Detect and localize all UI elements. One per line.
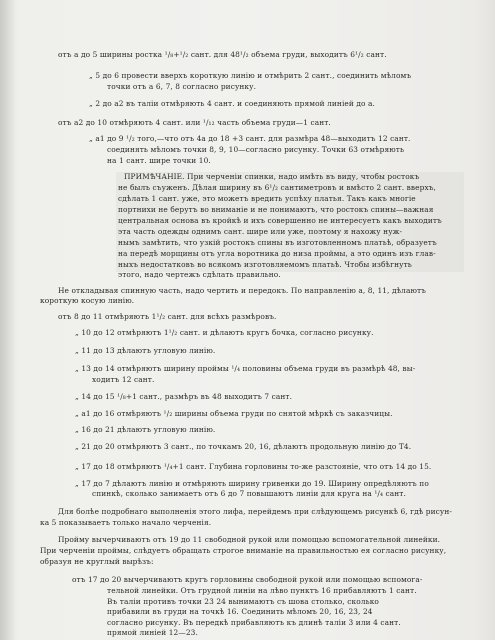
text-line: соединять мѣломъ точки 8, 9, 10—согласно рисунку. Точки 63 отмѣряють	[107, 145, 405, 154]
text-line: „ 16 до 21 дѣлаютъ угловую линію.	[75, 425, 216, 434]
note-line: ПРИМѢЧАНІЕ. При черченіи спинки, надо имѣть въ виду, чтобы ростокъ	[124, 172, 420, 181]
text-line: короткую косую линію.	[40, 296, 135, 305]
note-line: на передѣ морщины отъ угла воротника до низа проймы, а это одинъ изъ глав-	[118, 249, 436, 258]
note-line: ныхъ недостатковъ во всякомъ изготовляемомъ платьѣ. Чтобы избѣгнуть	[118, 260, 412, 269]
text-line: Пройму вычерчиваютъ отъ 19 до 11 свободной рукой или помощью вспомогательной линейки.	[58, 535, 441, 544]
text-line: отъ 17 до 20 вычерчиваютъ кругъ горловины свободной рукой или помощью вспомога-	[72, 575, 423, 584]
text-line: „ 13 до 14 отмѣряютъ ширину проймы ¹/₄ половины объема груди въ размѣрѣ 48, вы-	[75, 364, 416, 373]
text-line: „ а1 до 9 ¹/₂ того,—что отъ 4а до 18 +3 сант. для размѣра 48—выходитъ 12 сант.	[89, 134, 411, 143]
text-line: точки отъ а 6, 7, 8 согласно рисунку.	[107, 82, 257, 91]
text-line: „ 17 до 18 отмѣряютъ ¹/₄+1 сант. Глубина горловины то-же разстояніе, что отъ 14 до 15.	[75, 462, 432, 471]
text-line: ходитъ 12 сант.	[92, 375, 155, 384]
text-line: на 1 сант. шире точки 10.	[107, 156, 211, 165]
text-line: отъ 8 до 11 отмѣряютъ 1¹/₂ сант. для всѣхъ размѣровъ.	[58, 312, 277, 321]
text-line: „ 2 до а2 въ таліи отмѣряють 4 сант. и соединяють прямой линіей до а.	[89, 99, 375, 108]
note-line: нымъ замѣтить, что узкій ростокъ спины въ изготовленномъ платьѣ, образуетъ	[118, 238, 437, 247]
text-line: При черченіи проймы, слѣдуетъ обращать строгое вниманіе на правильностью ея согласно рисунку,	[40, 546, 447, 555]
text-line: „ 11 до 13 дѣлаютъ угловую линію.	[75, 346, 216, 355]
text-line: прибавили въ груди на точкѣ 16. Соединить мѣломъ 20, 16, 23, 24	[107, 607, 373, 616]
note-line: эта часть одежды однимъ сант. шире или уже, поэтому я нахожу нуж-	[118, 227, 403, 236]
note-line: не былъ съуженъ. Дѣлая ширину въ 6¹/₂ сантиметровъ и вмѣсто 2 сант. вверхъ,	[118, 183, 436, 192]
text-line: отъ а2 до 10 отмѣряють 4 сант. или ¹/₁₂ часть объема груди—1 сант.	[58, 118, 331, 127]
text-line: отъ а до 5 ширины ростка ¹/₈+¹/₂ сант. для 48¹/₂ объема груди, выходитъ 6¹/₂ сант.	[58, 50, 387, 59]
text-line: „ 14 до 15 ¹/₈+1 сант., размѣръ въ 48 выходитъ 7 сант.	[75, 392, 293, 401]
text-line: Для болѣе подробнаго выполненія этого лифа, перейдемъ при слѣдующемъ рисункѣ 6, гдѣ рисун-	[58, 507, 452, 516]
text-line: тельной линейки. Отъ грудной линіи на лѣво пунктъ 16 прибавляютъ 1 сант.	[107, 586, 417, 595]
note-line: этого, надо чертежъ сдѣлать правильно.	[118, 270, 281, 279]
text-line: Не откладывая спинную часть, надо чертить и передокъ. По направленію а, 8, 11, дѣлаютъ	[58, 286, 426, 295]
text-line: согласно рисунку. Въ передкѣ прибавляютъ къ длинѣ таліи 3 или 4 сант.	[107, 618, 401, 627]
text-line: прямой линіей 12—23.	[107, 628, 198, 637]
text-line: Въ таліи противъ точки 23 24 вынимаютъ съ шова столько, сколько	[107, 597, 379, 606]
note-line: сдѣлать 1 сант. уже, это можетъ вредить успѣху платья. Такъ какъ многіе	[118, 194, 416, 203]
text-line: „ 21 до 20 отмѣряютъ 3 сант., по точкамъ 20, 16, дѣлаютъ продольную линію до Т4.	[75, 442, 412, 451]
note-line: центральная основа въ кройкѣ и ихъ совершенно не интересуетъ какъ выходитъ	[118, 216, 442, 225]
text-line: спинкѣ, сколько занимаетъ отъ 6 до 7 повышаютъ линіи для круга на ¹/₄ сант.	[92, 489, 406, 498]
text-line: „ а1 до 16 отмѣряютъ ¹/₂ ширины объема груди по снятой мѣркѣ съ заказчицы.	[75, 409, 393, 418]
text-line: ка 5 показываетъ только начало черченія.	[40, 518, 212, 527]
text-line: „ 10 до 12 отмѣряютъ 1¹/₂ сант. и дѣлаютъ кругъ бочка, согласно рисунку.	[75, 328, 374, 337]
text-line: „ 5 до 6 провести вверхъ короткую линію и отмѣрить 2 сант., соединить мѣломъ	[89, 71, 412, 80]
page-edge-shadow	[0, 0, 16, 640]
text-line: образуя не круглый вырѣзъ:	[40, 557, 154, 566]
note-line: портнихи не берутъ во вниманіе и не понимаютъ, что ростокъ спины—важная	[118, 205, 434, 214]
text-line: „ 17 до 7 дѣлаютъ линію и отмѣряють ширину гривенки до 19. Ширину опредѣляютъ по	[75, 479, 429, 488]
